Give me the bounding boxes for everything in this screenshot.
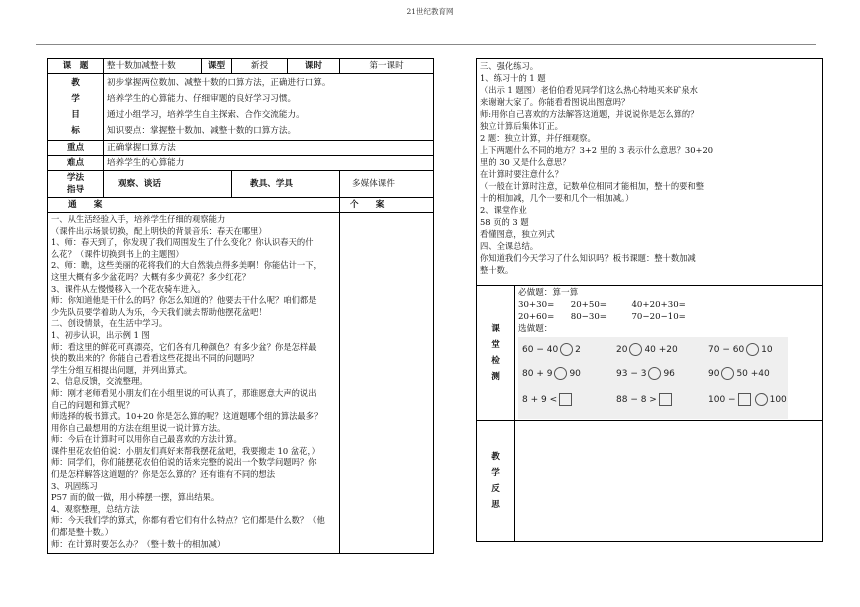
text-line: 师:用你自己喜欢的方法解答这道题，并说说你是怎么算的？ [480,109,699,119]
topic-value: 整十数加减整十数 [104,59,202,74]
text-line: 里的 30 又是什么意思？ [480,157,571,167]
text-line: 1、练习十的 1 题 [480,73,546,83]
text-line: （出示 1 题图）老伯伯看见同学们这么热心特地买来矿泉水 [480,85,698,95]
individual-plan-head: 个 案 [340,198,434,213]
text-line: 师：今天我们学的算式，你都有看它们有什么特点？它们都是什么数？（他 [51,515,325,526]
goal-line: 培养学生的心算能力、仔细审题的良好学习习惯。 [107,94,297,104]
text-line: 师：在计算时要怎么办？（整十数十的相加减） [51,538,226,549]
required-title: 必做题：算一算 [518,288,579,298]
page-header-site: 21世纪教育网 [406,7,454,16]
text-line: 师：同学们，你们能摆花农伯伯说的话来完整的说出一个数学问题吗？你 [51,457,317,468]
text-line: 用你自己最想用的方法在组里说一说计算方法。 [51,422,226,433]
text-line: 你知道我们今天学习了什么知识吗？板书课题：整十数加减 [480,253,696,263]
class-check-content [515,286,823,421]
text-line: 么花？（课件切换到书上的主题图） [51,248,184,259]
text-line: 上下两题什么不同的地方？3+2 里的 3 表示什么意思？30+20 [480,145,714,155]
text-line: 2、师：瞧，这些美丽的花将我们的大自然装点得多美啊！你能估计一下， [51,260,322,271]
text-line: 四、全课总结。 [480,241,539,251]
text-line: 1、师：春天到了，你发现了我们周围发生了什么变化？你认识春天的什 [51,237,314,248]
method-guide-label: 学法 指导 [48,171,104,198]
lesson-plan-table [47,58,434,554]
goal-label: 教 学 目 标 [48,74,104,141]
general-plan-head: 通 案 [48,198,340,213]
text-line: 在计算时要注意什么？ [480,169,563,179]
text-line: 课件里花农伯伯说：小朋友们真好来帮我摆花盆吧，我要搬走 10 盆花，） [51,445,320,456]
text-line: 整十数。 [480,265,514,275]
text-line: （一般在计算时注意，记数单位相同才能相加，整十的要和整 [480,181,705,191]
text-line: 58 页的 3 题 [480,217,529,227]
text-line: 们是怎样解答这道题的？你是怎么算的？还有谁有不同的想法 [51,469,276,480]
practice-content [477,59,823,286]
text-line: 2、信息反馈，交流整理。 [51,376,148,387]
text-line: 师：刚才老师看见小朋友们在小组里说的可认真了，那谁愿意大声的说出 [51,387,317,398]
text-line: 快的数出来的？你能自己看看这些花提出不同的问题吗？ [51,353,259,364]
text-line: 独立计算后集体订正。 [480,121,563,131]
tools-value: 多媒体课件 [340,171,434,198]
text-line: 这里大概有多少盆花吗？大概有多少黄花？多少红花？ [51,271,251,282]
reflection-label: 教 学 反 思 [477,421,515,542]
goal-line: 知识要点：掌握整十数加、减整十数的口算方法。 [107,126,297,136]
text-line: 们都是整十数。） [51,527,114,538]
text-line: 学生分组互相提出问题，并列出算式。 [51,364,193,375]
text-line: 4、观察整理，总结方法 [51,503,140,514]
text-line: 师：你知道他是干什么的吗？你怎么知道的？他要去干什么呢？咱们都是 [51,295,317,306]
text-line: 2、课堂作业 [480,205,527,215]
calc-row: 30+30= 20+50= 40+20+30= [518,300,686,310]
difficulty-value: 培养学生的心算能力 [104,156,434,171]
text-line: 师选择的板书算式。10+20 你是怎么算的呢？这道题哪个组的算法最多？ [51,411,323,422]
text-line: 十的相加减，几个一要和几个一相加减。） [480,193,634,203]
header-divider [36,44,816,45]
text-line: 师：今后在计算时可以用你自己最喜欢的方法计算。 [51,434,242,445]
text-line: 3、巩固练习 [51,480,98,491]
method-guide-value: 观察、谈话 [104,171,232,198]
text-line: 1、初步认识，出示例 1 图 [51,329,150,340]
calc-row: 20+60= 80−30= 70−20−10= [518,312,686,322]
optional-title: 选做题： [518,324,553,334]
text-line: 少先队员要学着助人为乐，今天我们就去帮助他摆花盆吧！ [51,306,267,317]
key-point-value: 正确掌握口算方法 [104,141,434,156]
practice-table [476,58,823,542]
optional-exercise-image: 60 − 40 2 20 40 +20 70 − 60 10 80 + 9 90 93 − 3 96 90 50 +40 8 + 9 < 88 − 8 > 100 − 100 [518,337,788,419]
key-point-label: 重点 [48,141,104,156]
period-label: 课时 [288,59,340,74]
text-line: 师：看这里的鲜花可真漂亮，它们各有几种颜色？有多少盆？你是怎样最 [51,341,317,352]
difficulty-label: 难点 [48,156,104,171]
text-line: 看懂图意，独立列式 [480,229,555,239]
text-line: （课件出示场景切换，配上明快的背景音乐：春天在哪里） [51,225,267,236]
text-line: 三、强化练习。 [480,61,539,71]
topic-label: 课 题 [48,59,104,74]
goal-content [104,74,434,141]
class-check-label: 课 堂 检 测 [477,286,515,421]
reflection-content [515,421,823,542]
individual-plan-cell [340,213,434,554]
goal-line: 通过小组学习，培养学生自主探索、合作交流能力。 [107,110,305,120]
text-line: 一、从生活经验入手，培养学生仔细的观察能力 [51,214,226,224]
lesson-body [48,213,340,554]
text-line: 3、课件从左慢慢移入一个花农骑车进入。 [51,283,206,294]
period-value: 第一课时 [340,59,434,74]
text-line: 来谢谢大家了。你能看看图说出图意吗？ [480,97,630,107]
goal-line: 初步掌握两位数加、减整十数的口算方法，正确进行口算。 [107,78,331,88]
tools-label: 教具、学具 [232,171,340,198]
text-line: 自己的问题和算式呢？ [51,399,134,410]
type-label: 课型 [202,59,232,74]
text-line: 二、创设情景，在生活中学习。 [51,318,168,329]
text-line: 2 题：独立计算，并仔细观察。 [480,133,596,143]
type-value: 新授 [232,59,288,74]
text-line: P57 而的做一做，用小棒摆一摆，算出结果。 [51,492,220,503]
